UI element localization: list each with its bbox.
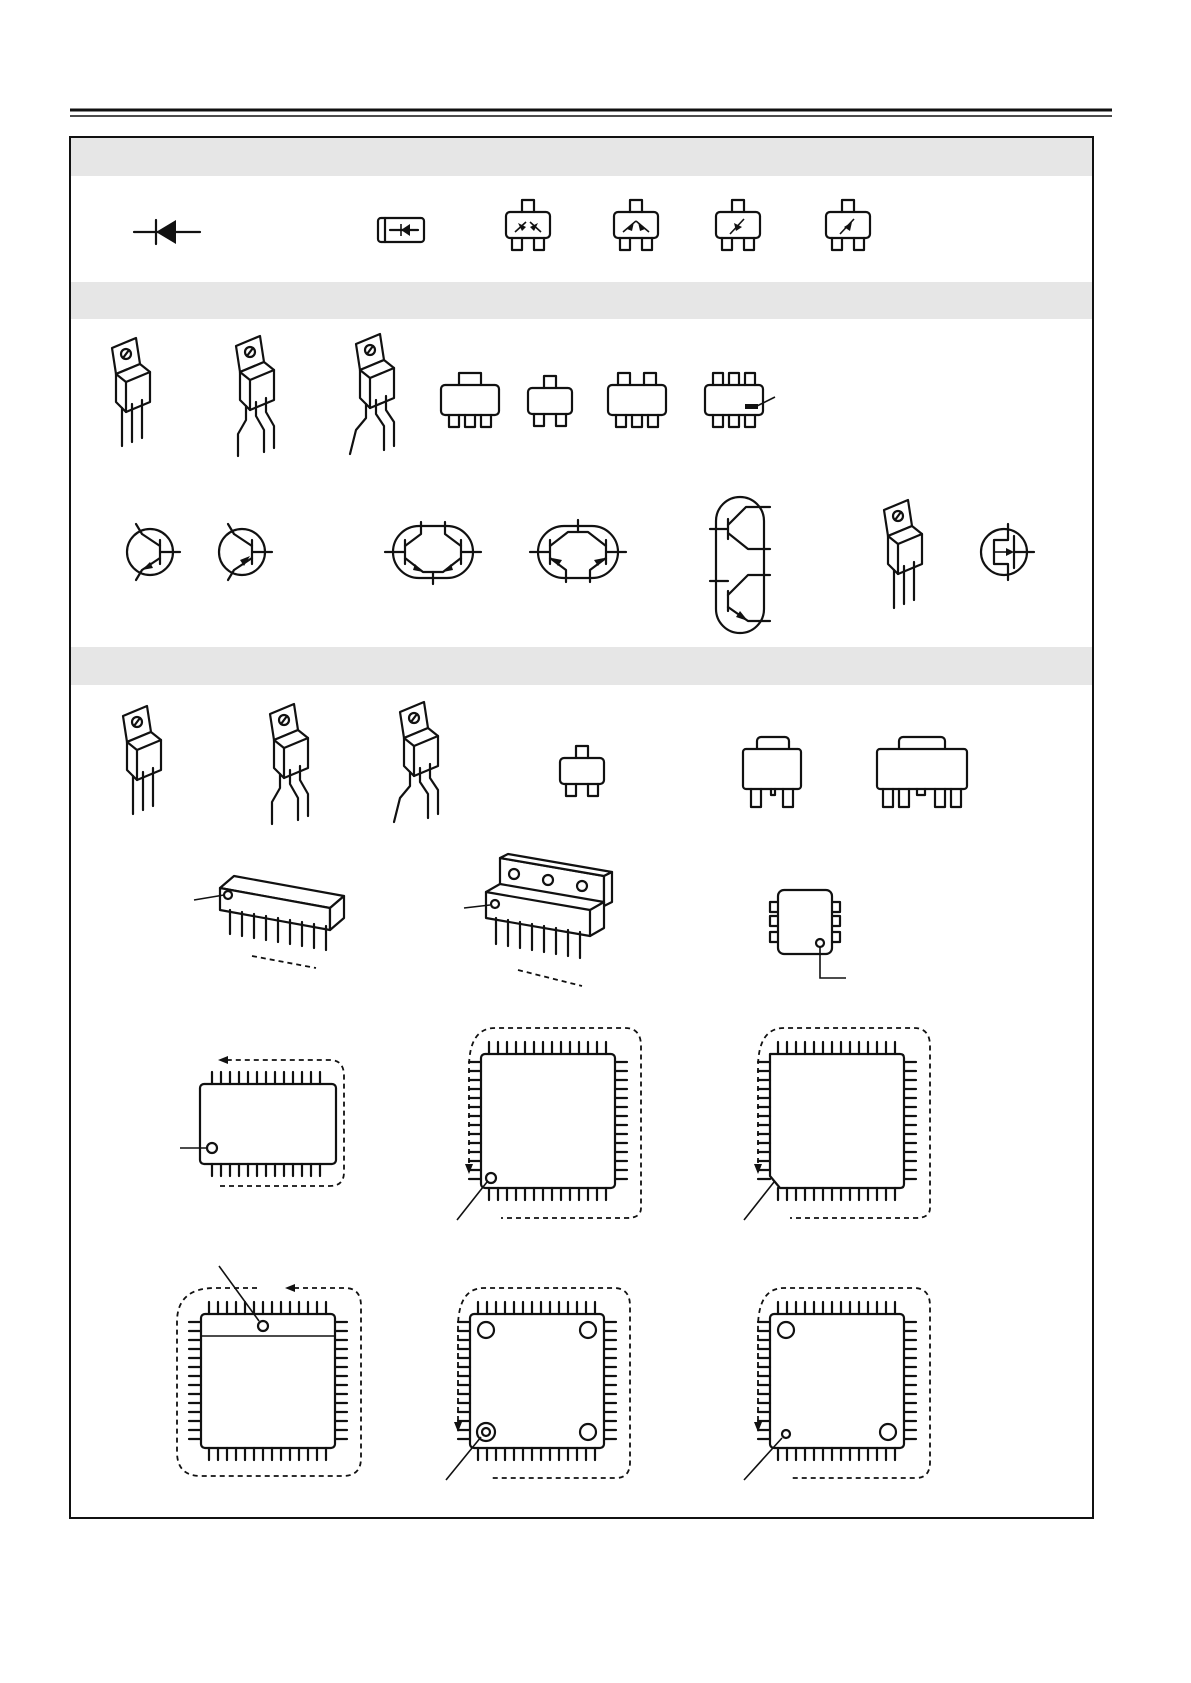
section-integrated-circuits bbox=[71, 647, 1092, 685]
section-diodes bbox=[71, 138, 1092, 176]
ic-ssop-package-icon bbox=[180, 1056, 344, 1186]
single-diode-sot23-icon-a bbox=[716, 200, 760, 250]
dual-diode-sot23-common-cathode-icon bbox=[506, 200, 550, 250]
ic-qfp-package-icon-e bbox=[744, 1288, 930, 1480]
ic-qfp-package-icon-d bbox=[446, 1288, 630, 1480]
to220-formed-leads-icon-a bbox=[236, 336, 274, 456]
ic-to220-straight-icon bbox=[123, 706, 161, 814]
fet-symbol-icon bbox=[981, 524, 1034, 580]
ic-sot23-icon bbox=[560, 746, 604, 796]
ic-to220-formed-icon-b bbox=[394, 702, 438, 822]
diagram-frame bbox=[70, 137, 1093, 1518]
ic-qfp-package-icon-c bbox=[177, 1266, 361, 1476]
dual-transistor-symbol-icon-b bbox=[530, 520, 626, 582]
dual-transistor-symbol-icon-a bbox=[385, 522, 481, 584]
to220-formed-leads-icon-b bbox=[350, 334, 394, 454]
ic-to220-formed-icon-a bbox=[270, 704, 308, 824]
ic-sip-heatsink-package-icon bbox=[464, 854, 612, 986]
sot-4pin-package-icon bbox=[608, 373, 666, 427]
ic-soic8-package-icon bbox=[770, 890, 846, 978]
chip-diode-package-icon bbox=[378, 218, 424, 242]
single-diode-sot23-icon-b bbox=[826, 200, 870, 250]
ic-qfp-package-icon-a bbox=[457, 1028, 641, 1220]
to220-transistor-icon bbox=[884, 500, 922, 608]
header-rule bbox=[70, 110, 1112, 116]
sot-6pin-package-icon bbox=[705, 373, 775, 427]
pnp-transistor-symbol-icon bbox=[219, 524, 272, 580]
dual-diode-sot23-common-anode-icon bbox=[614, 200, 658, 250]
to220-straight-leads-icon bbox=[112, 338, 150, 446]
sot23-package-icon bbox=[528, 376, 572, 426]
sot89-package-icon bbox=[441, 373, 499, 427]
ic-sot89-large-icon bbox=[743, 737, 801, 807]
npn-transistor-symbol-icon bbox=[127, 524, 180, 580]
ic-sip-package-icon bbox=[194, 876, 344, 968]
section-transistors bbox=[71, 282, 1092, 319]
ic-qfp-package-icon-b bbox=[744, 1028, 930, 1220]
dual-transistor-vertical-symbol-icon bbox=[710, 497, 770, 633]
diode-symbol-icon bbox=[134, 220, 200, 244]
ic-sot223-5pin-icon bbox=[877, 737, 967, 807]
